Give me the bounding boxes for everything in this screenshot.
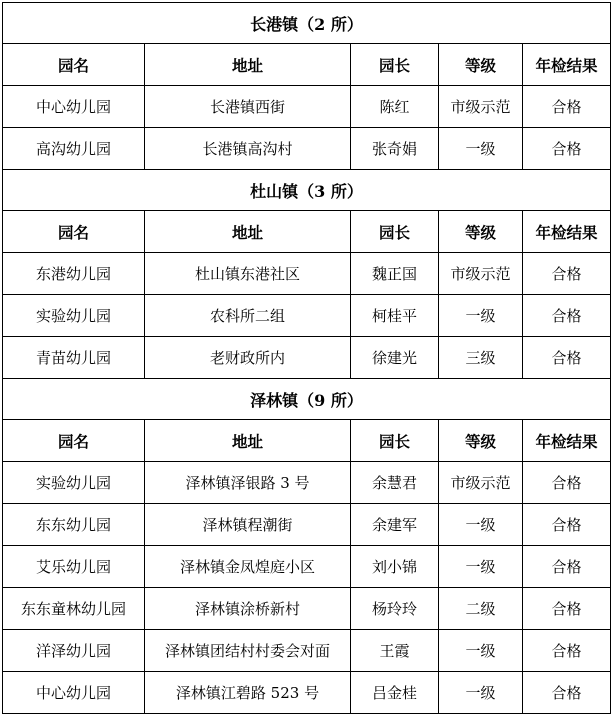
column-header-inspection-result: 年检结果 (523, 211, 611, 253)
inspection-result-cell: 合格 (523, 588, 611, 630)
address-cell: 泽林镇江碧路 523 号 (145, 672, 351, 714)
garden-name-cell: 艾乐幼儿园 (3, 546, 145, 588)
inspection-result-cell: 合格 (523, 504, 611, 546)
address-cell: 农科所二组 (145, 295, 351, 337)
grade-cell: 市级示范 (439, 253, 523, 295)
table-row (3, 630, 611, 672)
director-cell: 陈红 (351, 86, 439, 128)
column-header-director: 园长 (351, 211, 439, 253)
table-row (3, 504, 611, 546)
section-title-row (3, 3, 611, 44)
header-row (3, 420, 611, 462)
inspection-result-cell: 合格 (523, 462, 611, 504)
table-row (3, 128, 611, 170)
address-cell: 泽林镇泽银路 3 号 (145, 462, 351, 504)
column-header-garden-name: 园名 (3, 44, 145, 86)
garden-name-cell: 青苗幼儿园 (3, 337, 145, 379)
director-cell: 杨玲玲 (351, 588, 439, 630)
director-cell: 王霞 (351, 630, 439, 672)
column-header-grade: 等级 (439, 211, 523, 253)
inspection-result-cell: 合格 (523, 253, 611, 295)
table-row (3, 86, 611, 128)
table-row (3, 462, 611, 504)
column-header-address: 地址 (145, 420, 351, 462)
grade-cell: 二级 (439, 588, 523, 630)
inspection-result-cell: 合格 (523, 630, 611, 672)
table-row (3, 672, 611, 714)
address-cell: 老财政所内 (145, 337, 351, 379)
address-cell: 泽林镇团结村村委会对面 (145, 630, 351, 672)
grade-cell: 一级 (439, 504, 523, 546)
address-cell: 杜山镇东港社区 (145, 253, 351, 295)
table-row (3, 253, 611, 295)
director-cell: 余建军 (351, 504, 439, 546)
table-body (3, 3, 611, 714)
section-title: 泽林镇（9 所） (3, 379, 611, 420)
table-row (3, 588, 611, 630)
director-cell: 张奇娟 (351, 128, 439, 170)
address-cell: 长港镇西街 (145, 86, 351, 128)
grade-cell: 市级示范 (439, 462, 523, 504)
kindergarten-table (2, 2, 611, 714)
garden-name-cell: 实验幼儿园 (3, 295, 145, 337)
column-header-garden-name: 园名 (3, 420, 145, 462)
garden-name-cell: 洋泽幼儿园 (3, 630, 145, 672)
garden-name-cell: 东东幼儿园 (3, 504, 145, 546)
header-row (3, 211, 611, 253)
section-title: 杜山镇（3 所） (3, 170, 611, 211)
grade-cell: 一级 (439, 128, 523, 170)
grade-cell: 一级 (439, 546, 523, 588)
garden-name-cell: 中心幼儿园 (3, 672, 145, 714)
grade-cell: 三级 (439, 337, 523, 379)
column-header-inspection-result: 年检结果 (523, 420, 611, 462)
column-header-inspection-result: 年检结果 (523, 44, 611, 86)
grade-cell: 一级 (439, 672, 523, 714)
garden-name-cell: 高沟幼儿园 (3, 128, 145, 170)
section-title: 长港镇（2 所） (3, 3, 611, 44)
inspection-result-cell: 合格 (523, 128, 611, 170)
inspection-result-cell: 合格 (523, 337, 611, 379)
table-row (3, 546, 611, 588)
table-row (3, 337, 611, 379)
section-title-row (3, 379, 611, 420)
column-header-director: 园长 (351, 44, 439, 86)
director-cell: 刘小锦 (351, 546, 439, 588)
inspection-result-cell: 合格 (523, 672, 611, 714)
column-header-grade: 等级 (439, 44, 523, 86)
column-header-garden-name: 园名 (3, 211, 145, 253)
grade-cell: 一级 (439, 295, 523, 337)
grade-cell: 一级 (439, 630, 523, 672)
inspection-result-cell: 合格 (523, 295, 611, 337)
address-cell: 泽林镇金凤煌庭小区 (145, 546, 351, 588)
director-cell: 柯桂平 (351, 295, 439, 337)
address-cell: 泽林镇涂桥新村 (145, 588, 351, 630)
garden-name-cell: 东港幼儿园 (3, 253, 145, 295)
inspection-result-cell: 合格 (523, 86, 611, 128)
director-cell: 魏正国 (351, 253, 439, 295)
column-header-address: 地址 (145, 44, 351, 86)
column-header-address: 地址 (145, 211, 351, 253)
header-row (3, 44, 611, 86)
inspection-result-cell: 合格 (523, 546, 611, 588)
address-cell: 泽林镇程潮街 (145, 504, 351, 546)
column-header-director: 园长 (351, 420, 439, 462)
grade-cell: 市级示范 (439, 86, 523, 128)
garden-name-cell: 实验幼儿园 (3, 462, 145, 504)
garden-name-cell: 中心幼儿园 (3, 86, 145, 128)
director-cell: 吕金桂 (351, 672, 439, 714)
section-title-row (3, 170, 611, 211)
address-cell: 长港镇高沟村 (145, 128, 351, 170)
director-cell: 余慧君 (351, 462, 439, 504)
column-header-grade: 等级 (439, 420, 523, 462)
director-cell: 徐建光 (351, 337, 439, 379)
garden-name-cell: 东东童林幼儿园 (3, 588, 145, 630)
table-row (3, 295, 611, 337)
